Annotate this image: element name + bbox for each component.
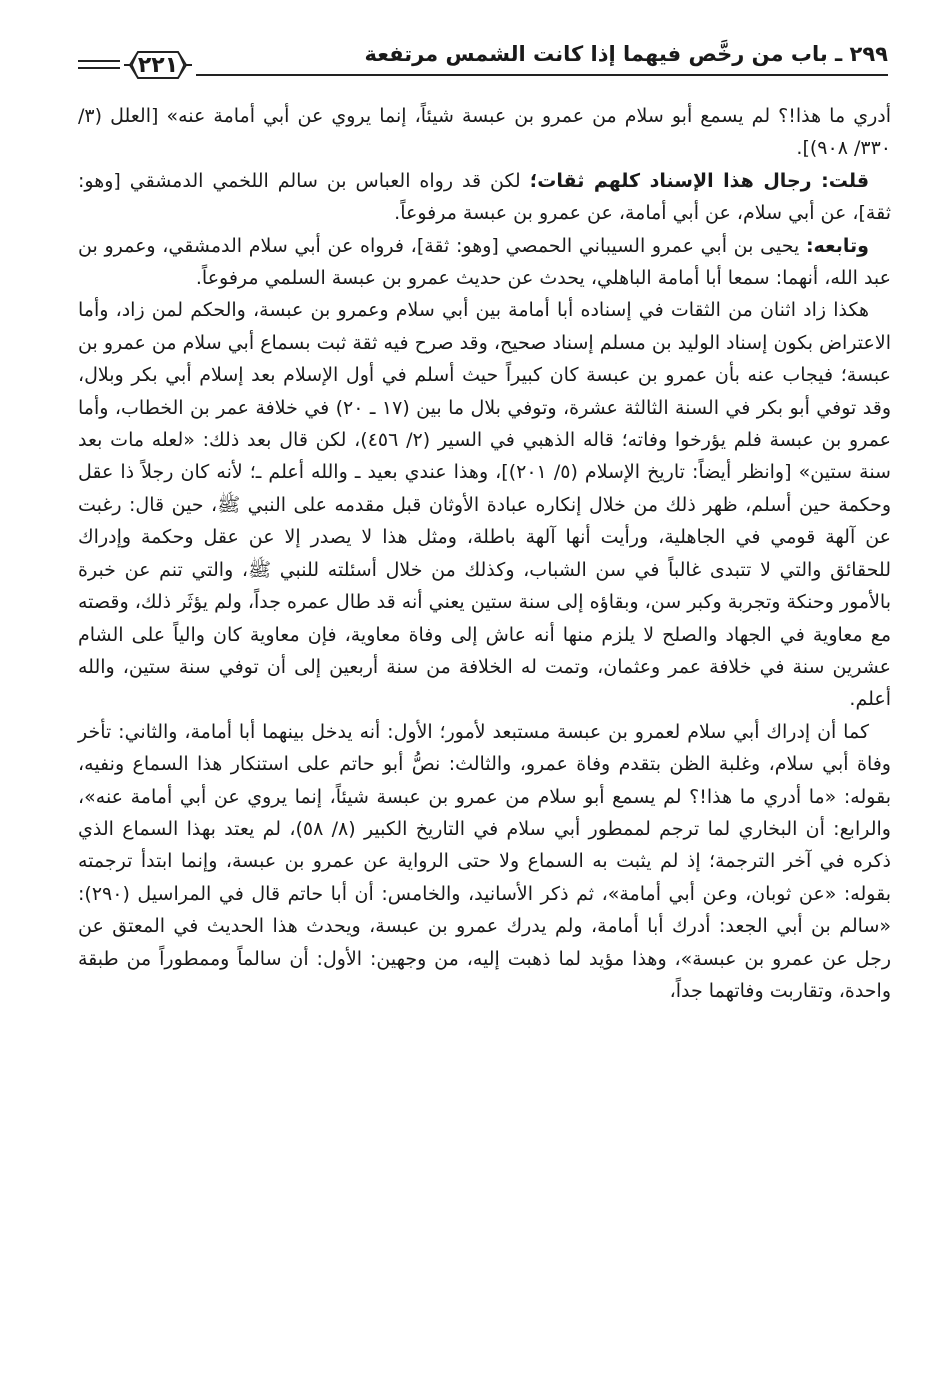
paragraph-5 bbox=[78, 716, 891, 1008]
header-double-rule bbox=[78, 60, 120, 69]
page-number-frame bbox=[122, 48, 194, 82]
page-header bbox=[78, 40, 888, 84]
running-head: ٢٩٩ ـ باب من رخَّص فيهما إذا كانت الشمس مرتفعة bbox=[364, 42, 888, 66]
paragraph-text: أدري ما هذا!؟ لم يسمع أبو سلام من عمرو بن عبسة شيئاً، إنما يروي عن أبي أمامة عنه» [العلل (٣/ ٣٣٠/ ٩٠٨)]. bbox=[78, 105, 891, 160]
paragraph-text: هكذا زاد اثنان من الثقات في إسناده أبا أمامة بين أبي سلام وعمرو بن عبسة، والحكم لمن زاد، وأما الاعتراض بكون إسناد الوليد بن مسلم إسناد صحيح، وقد صرح فيه ثقة ثبت بسماع أبي سلام من عمرو بن عبسة؛ فيجاب عنه بأن عمرو بن عبسة كان كبيراً حيث أسلم في أول الإسلام بعد إسلام أبي بكر وبلال، وقد توفي أبو بكر في السنة الثالثة عشرة، وتوفي بلال ما بين (١٧ ـ ٢٠) في خلافة عمر بن الخطاب، وأما عمرو بن عبسة فلم يؤرخوا وفاته؛ قاله الذهبي في السير (٢/ ٤٥٦)، لكن قال بعد ذلك: «لعله مات بعد سنة ستين» [وانظر أيضاً: تاريخ الإسلام (٥/ ٢٠١)]، وهذا عندي بعيد ـ والله أعلم ـ؛ لأنه كان رجلاً ذا عقل وحكمة حين أسلم، ظهر ذلك من خلال إنكاره عبادة الأوثان قبل مقدمه على النبي ﷺ، حين قال: رغبت عن آلهة قومي في الجاهلية، ورأيت أنها آلهة باطلة، ومثل هذا لا يصدر إلا عن عقل وحكمة وإدراك للحقائق والتي لا تتبدى غالباً في سن الشباب، وكذلك من خلال أسئلته للنبي ﷺ، والتي تنم عن خبرة بالأمور وحنكة وتجربة وكبر سن، وبقاؤه إلى سنة ستين يعني أنه قد طال عمره جداً، ولم يؤثَر ذلك، وقصته مع معاوية في الجهاد والصلح لا يلزم منها أنه عاش إلى وفاة معاوية، فإن معاوية كان والياً على الشام عشرين سنة في خلافة عمر وعثمان، وتمت له الخلافة من سنة أربعين إلى أن توفي سنة ستين، والله أعلم. bbox=[78, 299, 892, 711]
paragraph-text: كما أن إدراك أبي سلام لعمرو بن عبسة مستبعد لأمور؛ الأول: أنه يدخل بينهما أبا أمامة، والثاني: تأخر وفاة أبي سلام، وغلبة الظن بتقدم وفاة عمرو، والثالث: نصُّ أبو حاتم على استنكار هذا السماع ونفيه، بقوله: «ما أدري ما هذا!؟ لم يسمع أبو سلام من عمرو بن عبسة شيئاً، إنما يروي عن أبي أمامة عنه»، والرابع: أن البخاري لما ترجم لممطور أبي سلام في التاريخ الكبير (٨/ ٥٨)، لم يعتد بهذا السماع الذي ذكره في آخر الترجمة؛ إذ لم يثبت به السماع ولا حتى الرواية عن عمرو بن عبسة، وإنما ابتدأ ترجمته بقوله: «عن ثوبان، وعن أبي أمامة»، ثم ذكر الأسانيد، والخامس: أن أبا حاتم قال في المراسيل (٢٩٠): «سالم بن أبي الجعد: أدرك أبا أمامة، ولم يدرك عمرو بن عبسة، ويحدث هذا الحديث في المعتق عن رجل عن عمرو بن عبسة»، وهذا مؤيد لما ذهبت إليه، من وجهين: الأول: أن سالماً وممطوراً من طبقة واحدة، وتقاربت وفاتهما جداً، bbox=[78, 720, 891, 1002]
paragraph-1 bbox=[78, 100, 891, 165]
paragraph-2 bbox=[78, 165, 891, 230]
header-rule bbox=[196, 74, 888, 76]
paragraph-text: لكن قد رواه العباس بن سالم اللخمي الدمشقي [وهو: ثقة]، عن أبي سلام، عن أبي أمامة، عن عمرو بن عبسة مرفوعاً. bbox=[78, 169, 891, 225]
page-body bbox=[78, 100, 891, 1007]
paragraph-3 bbox=[78, 230, 891, 295]
paragraph-4 bbox=[78, 294, 891, 715]
paragraph-text: يحيى بن أبي عمرو السيباني الحمصي [وهو: ثقة]، فرواه عن أبي سلام الدمشقي، وعمرو بن عبد الله، أنهما: سمعا أبا أمامة الباهلي، يحدث عن حديث عمرو بن عبسة السلمي مرفوعاً. bbox=[78, 234, 891, 290]
page-number: ٢٢١ bbox=[137, 52, 179, 78]
paragraph-lead: وتابعه: bbox=[805, 234, 869, 257]
paragraph-lead: قلت: رجال هذا الإسناد كلهم ثقات؛ bbox=[529, 169, 870, 192]
